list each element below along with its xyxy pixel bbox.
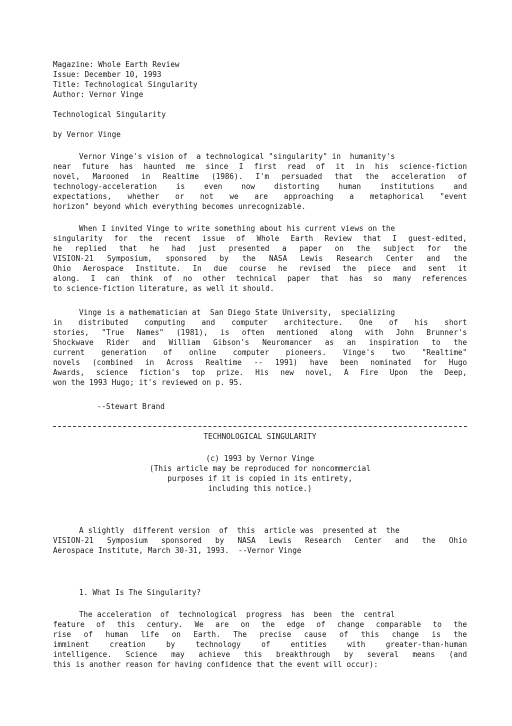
section-p-line: The acceleration of technological progress has been the central bbox=[79, 610, 396, 619]
header-author: Author: Vernor Vinge bbox=[53, 90, 144, 99]
intro-p3-line: won the 1993 Hugo; it's reviewed on p. 95. bbox=[53, 378, 243, 387]
intro-p1-line: horizon" beyond which everything becomes unrecognizable. bbox=[53, 202, 306, 211]
intro-p2-line: VISION-21 Symposium, sponsored by the NASA Lewis Research Center and the bbox=[53, 254, 467, 263]
intro-p1-line: expectations, whether or not we are approaching a metaphorical "event bbox=[53, 192, 467, 201]
intro-p3-line: novels (combined in Across Realtime -- 1991) have been nominated for Hugo bbox=[53, 358, 467, 367]
intro-p2-line: he replied that he had just presented a paper on the subject for the bbox=[53, 244, 467, 253]
header-title: Title: Technological Singularity bbox=[53, 80, 198, 89]
byline: by Vernor Vinge bbox=[53, 130, 121, 139]
intro-p3-line: in distributed computing and computer architecture. One of his short bbox=[53, 318, 467, 327]
intro-p1-line: technology-acceleration is even now distorting human institutions and bbox=[53, 182, 467, 191]
intro-p2-line: along. I can think of no other technical paper that has so many references bbox=[53, 274, 467, 283]
intro-p3-line: stories, "True Names" (1981), is often mentioned along with John Brunner's bbox=[53, 328, 467, 337]
version-note-line: A slightly different version of this article was presented at the bbox=[79, 526, 400, 535]
intro-p2-line: to science-fiction literature, as well it should. bbox=[53, 284, 275, 293]
header-magazine: Magazine: Whole Earth Review bbox=[53, 60, 180, 69]
article-title: Technological Singularity bbox=[53, 110, 166, 119]
intro-p3-line: Vinge is a mathematician at San Diego State University, specializing bbox=[79, 308, 396, 317]
version-note-line: VISION-21 Symposium sponsored by NASA Lewis Research Center and the Ohio bbox=[53, 536, 467, 545]
version-note-line: Aerospace Institute, March 30-31, 1993. --Vernor Vinge bbox=[53, 546, 302, 555]
copyright-line: purposes if it is copied in its entirety, bbox=[167, 474, 353, 483]
intro-p3-line: Awards, science fiction's top prize. His new novel, A Fire Upon the Deep, bbox=[53, 368, 467, 377]
section-p-line: feature of this century. We are on the edge of change comparable to the bbox=[53, 620, 467, 629]
section-p-line: intelligence. Science may achieve this breakthrough by several means (and bbox=[53, 650, 467, 659]
copyright-line: (c) 1993 by Vernor Vinge bbox=[205, 454, 315, 463]
intro-p3-line: Shockwave Rider and William Gibson's Neuromancer as an inspiration to the bbox=[53, 338, 467, 347]
section-heading: 1. What Is The Singularity? bbox=[79, 588, 201, 597]
section-p-line: imminent creation by technology of entities with greater-than-human bbox=[53, 640, 467, 649]
copyright-line: (This article may be reproduced for noncommercial bbox=[149, 464, 371, 473]
intro-p2-line: Ohio Aerospace Institute. In due course he revised the piece and sent it bbox=[53, 264, 467, 273]
intro-p1-line: Vernor Vinge's vision of a technological "singularity" in humanity's bbox=[79, 152, 396, 161]
center-title: TECHNOLOGICAL SINGULARITY bbox=[203, 432, 317, 441]
intro-p2-line: When I invited Vinge to write something about his current views on the bbox=[79, 224, 396, 233]
intro-p1-line: near future has haunted me since I first read of it in his science-fiction bbox=[53, 162, 467, 171]
intro-p3-line: current generation of online computer pioneers. Vinge's two "Realtime" bbox=[53, 348, 467, 357]
header-issue: Issue: December 10, 1993 bbox=[53, 70, 162, 79]
dashed-divider bbox=[53, 426, 467, 427]
section-p-line: rise of human life on Earth. The precise cause of this change is the bbox=[53, 630, 467, 639]
intro-p1-line: novel, Marooned in Realtime (1986). I'm persuaded that the acceleration of bbox=[53, 172, 467, 181]
signoff: --Stewart Brand bbox=[97, 402, 165, 411]
section-p-line: this is another reason for having confidence that the event will occur): bbox=[53, 660, 379, 669]
intro-p2-line: singularity for the recent issue of Whole Earth Review that I guest-edited, bbox=[53, 234, 467, 243]
copyright-line: including this notice.) bbox=[208, 484, 312, 493]
